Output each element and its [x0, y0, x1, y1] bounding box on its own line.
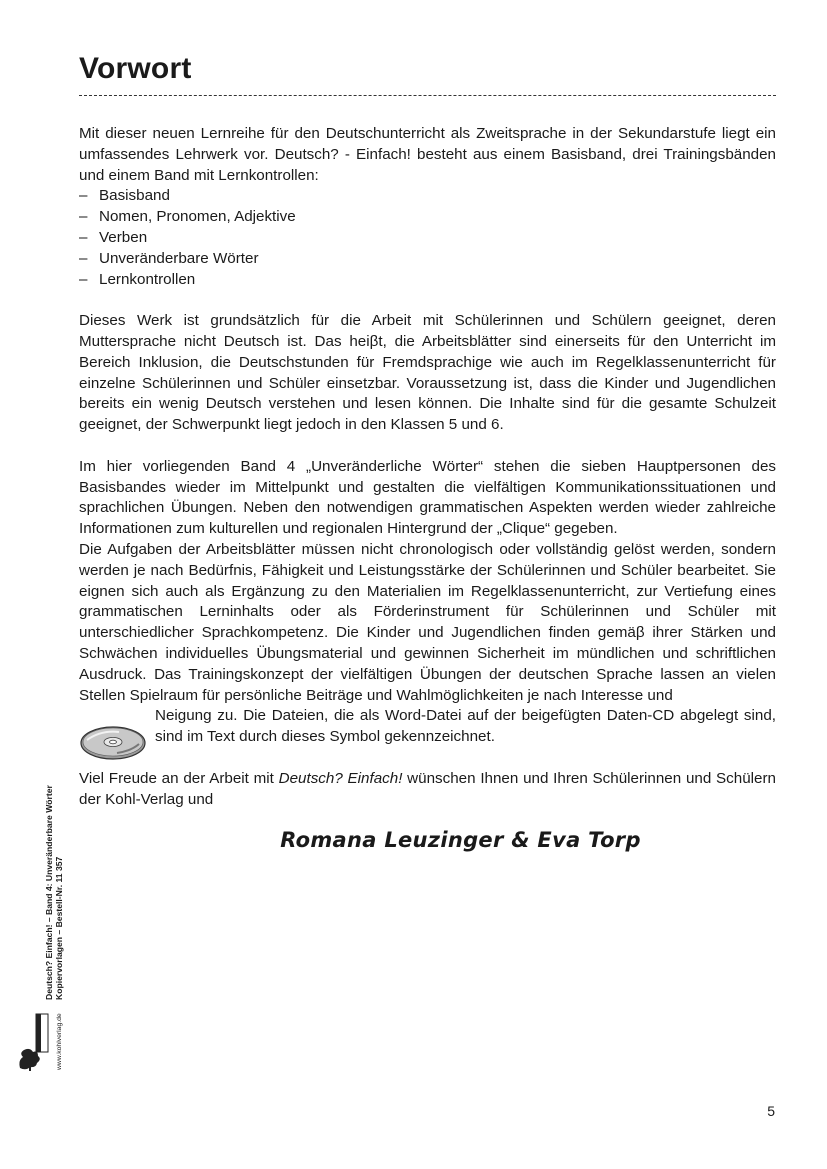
page-title: Vorwort [79, 52, 192, 85]
list-dash: – [79, 270, 88, 288]
list-item: – Lernkontrollen [79, 270, 776, 291]
list-dash: – [79, 249, 88, 267]
paragraph-cd: Neigung zu. Die Dateien, die als Word-Datei auf der beigefügten Daten-CD abgelegt sind, sind im Text durch dieses Symbol gekennzeichnet. [155, 707, 776, 746]
volume-list [79, 186, 776, 290]
closing-paragraph: Viel Freude an der Arbeit mit Deutsch? Einfach! wünschen Ihnen und Ihren Schülerinnen und Schülern der Kohl-Verlag und [79, 769, 776, 808]
list-item: – Basisband [79, 186, 776, 207]
intro-paragraph: Mit dieser neuen Lernreihe für den Deutschunterricht als Zweitsprache in der Sekundarstufe liegt ein umfassendes Lehrwerk vor. Deutsch? - Einfach! besteht aus einem Basisband, drei Trainingsbänden und einem Band mit Lernkontrollen: [79, 125, 776, 184]
kohl-verlag-logo [14, 1010, 50, 1072]
page-number: 5 [767, 1103, 775, 1119]
body-text [79, 124, 776, 851]
list-dash: – [79, 228, 88, 246]
list-item: – Unveränderbare Wörter [79, 249, 776, 270]
sidebar-imprint: Deutsch? Einfach! – Band 4: Unveränderbare Wörter Kopiervorlagen – Bestell-Nr. 11 357 [44, 785, 64, 1000]
list-dash: – [79, 208, 88, 226]
paragraph-tasks: Die Aufgaben der Arbeitsblätter müssen nicht chronologisch oder vollständig gelöst werden, sondern werden je nach Bedürfnis, Fähigkeit und Leistungsstärke der Schülerinnen und Schüler bearbeitet. Sie eignen sich auch als Ergänzung zu den Materialien im Regelklassenunterricht, zur Vertiefung eines grammatischen Lerninhalts oder als Förderinstrument für Schülerinnen und Schüler mit unterschiedlicher Sprachkompetenz. Die Kinder und Jugendlichen finden gemäβ ihrer Stärken und Schwächen individuelles Übungsmaterial und gewinnen Sicherheit im mündlichen und schriftlichen Ausdruck. Das Trainingskonzept der vielfältigen Übungen der deutschen Sprache lassen an vielen Stellen Spielraum für persönliche Beiträge und Wahlmöglichkeiten je nach Interesse und [79, 540, 776, 704]
series-title: Deutsch? Einfach! [278, 769, 403, 787]
list-dash: – [79, 187, 88, 205]
list-item: – Verben [79, 228, 776, 249]
paragraph-audience: Dieses Werk ist grundsätzlich für die Arbeit mit Schülerinnen und Schülern geeignet, deren Muttersprache nicht Deutsch ist. Das heiβt, die Arbeitsblätter sind einerseits für den Unterricht im Bereich Inklusion, die Deutschstunden für Fremdsprachige wie auch im Regelklassenunterricht für einzelne Schülerinnen und Schüler einsetzbar. Voraussetzung ist, dass die Kinder und Jugendlichen bereits ein wenig Deutsch verstehen und lesen können. Die Inhalte sind für die gesamte Schulzeit geeignet, der Schwerpunkt liegt jedoch in den Klassen 5 und 6. [79, 312, 776, 434]
signature: Romana Leuzinger & Eva Torp [280, 828, 641, 853]
cd-note [79, 706, 776, 748]
title-dashed-rule [79, 95, 776, 96]
list-item: – Nomen, Pronomen, Adjektive [79, 207, 776, 228]
cd-disc-icon [79, 722, 147, 762]
publisher-url: www.kohlverlag.de [56, 1013, 63, 1070]
paragraph-volume: Im hier vorliegenden Band 4 „Unveränderliche Wörter“ stehen die sieben Hauptpersonen des Basisbandes wieder im Mittelpunkt und gestalten die vielfältigen Kommunikationssituationen und sprachlichen Übungen. Neben den notwendigen grammatischen Aspekten werden wieder zahlreiche Informationen zum kulturellen und regionalen Hintergrund der „Clique“ gegeben. [79, 457, 776, 538]
